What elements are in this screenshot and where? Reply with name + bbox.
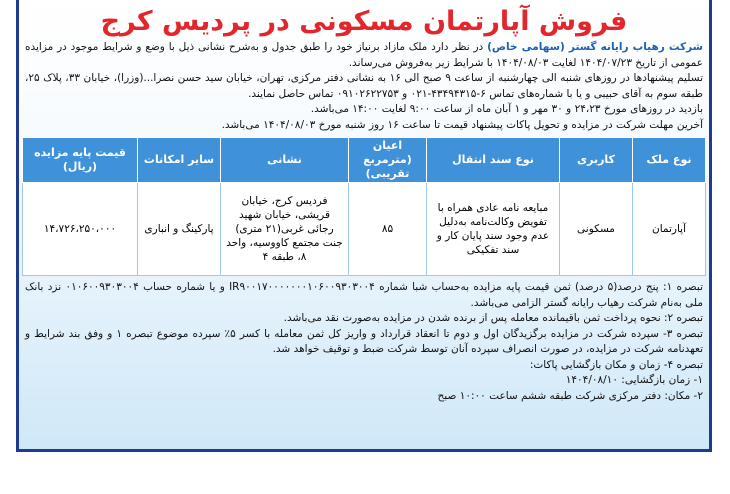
intro-text: در نظر دارد ملک مازاد برنیاز خود را طبق جدول و به‌شرح نشانی ذیل با وضع و شرایط موجود در مزایده عمومی از تاریخ ۱۴۰۴/۰۷/۲۳ لغایت ۱۴۰۴/۰۸/۰۳ با شرایط زیر به‌فروش می‌رساند. (25, 41, 703, 69)
note-3: تبصره ۳- سپرده شرکت در مزایده برگزیدگان اول و دوم تا انعقاد قرارداد و واریز کل ثمن معامله با کسر ۵٪ سپرده موضوع تبصره ۱ و وفق بند شرایط و تعهدنامه شرکت در مزایده، در صورت انصراف سپرده آنان توسط شرکت ضبط و توقیف خواهد شد. (25, 327, 703, 355)
cell-area: ۸۵ (349, 183, 427, 276)
header-property-type: نوع ملک (633, 138, 706, 183)
header-base-price: قیمت پایه مزایده (ریال) (23, 138, 138, 183)
cell-usage: مسکونی (560, 183, 633, 276)
ad-title: فروش آپارتمان مسکونی در پردیس کرج (100, 6, 628, 37)
notes (19, 280, 709, 404)
cell-amenities: پارکینگ و انباری (138, 183, 221, 276)
note-4-place: ۲- مکان: دفتر مرکزی شرکت طبقه ششم ساعت ۱۰:۰۰ صبح (437, 389, 703, 402)
company-name: شرکت رهیاب رایانه گستر (سهامی خاص) (487, 41, 704, 53)
cell-deed-type: مبایعه نامه عادی همراه با تفویض وکالت‌نامه به‌دلیل عدم وجود سند پایان کار و سند تفکیکی (427, 183, 560, 276)
table-row (23, 183, 706, 276)
header-amenities: سایر امکانات (138, 138, 221, 183)
ad-frame (16, 0, 712, 452)
header-usage: کاربری (560, 138, 633, 183)
header-deed-type: نوع سند انتقال (427, 138, 560, 183)
note-4: تبصره ۴- زمان و مکان بازگشایی پاکات: (529, 358, 703, 371)
property-table (22, 137, 706, 276)
note-2: تبصره ۲: نحوه پرداخت ثمن باقیمانده معامله پس از برنده شدن در مزایده به‌صورت نقد می‌باشد. (283, 312, 703, 324)
cell-property-type: آپارتمان (633, 183, 706, 276)
submission-paragraph: تسلیم پیشنهادها در روزهای شنبه الی چهارشنبه از ساعت ۹ صبح الی ۱۶ به نشانی دفتر مرکزی، تهران، خیابان سید حسن نصرا...(وزرا)، خیابان ۳۳، پلاک ۲۵، طبقه سوم به آقای حبیبی و یا با شماره‌های تماس ۶-۴۳۴۹۴۳۱۵-۰۲۱ و ۰۹۱۰۲۶۲۲۷۵۳ تماس حاصل نمایند. (25, 72, 703, 100)
intro-paragraph (19, 40, 709, 71)
table-header-row (23, 138, 706, 183)
cell-base-price: ۱۴،۷۲۶،۲۵۰،۰۰۰ (23, 183, 138, 276)
header-area: اعیان (مترمربع تقریبی) (349, 138, 427, 183)
note-1: تبصره ۱: پنج درصد(۵ درصد) ثمن قیمت پایه مزایده به‌حساب شبا شماره IR۹۰۰۱۷۰۰۰۰۰۰۰۱۰۶۰۰۹۳۰۳۰۰۴ و یا شماره حساب ۰۱۰۶۰۰۹۳۰۳۰۰۴ نزد بانک ملی به‌نام شرکت رهیاب رایانه گستر الزامی می‌باشد. (25, 281, 703, 309)
header-address: نشانی (221, 138, 349, 183)
visit-paragraph: بازدید در روزهای مورخ ۲۴،۲۳ و ۳۰ مهر و ۱ آبان ماه از ساعت ۹:۰۰ لغایت ۱۴:۰۰ می‌باشد. (310, 103, 703, 115)
note-4-time: ۱- زمان بازگشایی: ۱۴۰۴/۰۸/۱۰ (565, 374, 703, 386)
deadline-paragraph: آخرین مهلت شرکت در مزایده و تحویل پاکات پیشنهاد قیمت تا ساعت ۱۶ روز شنبه مورخ ۱۴۰۴/۰۸/۰۳ می‌باشد. (221, 118, 703, 131)
cell-address: فردیس کرج، خیابان قریشی، خیابان شهید رجائی غربی(۲۱ متری) جنت مجتمع کاووسیه، واحد ۸، طبقه ۴ (221, 183, 349, 276)
